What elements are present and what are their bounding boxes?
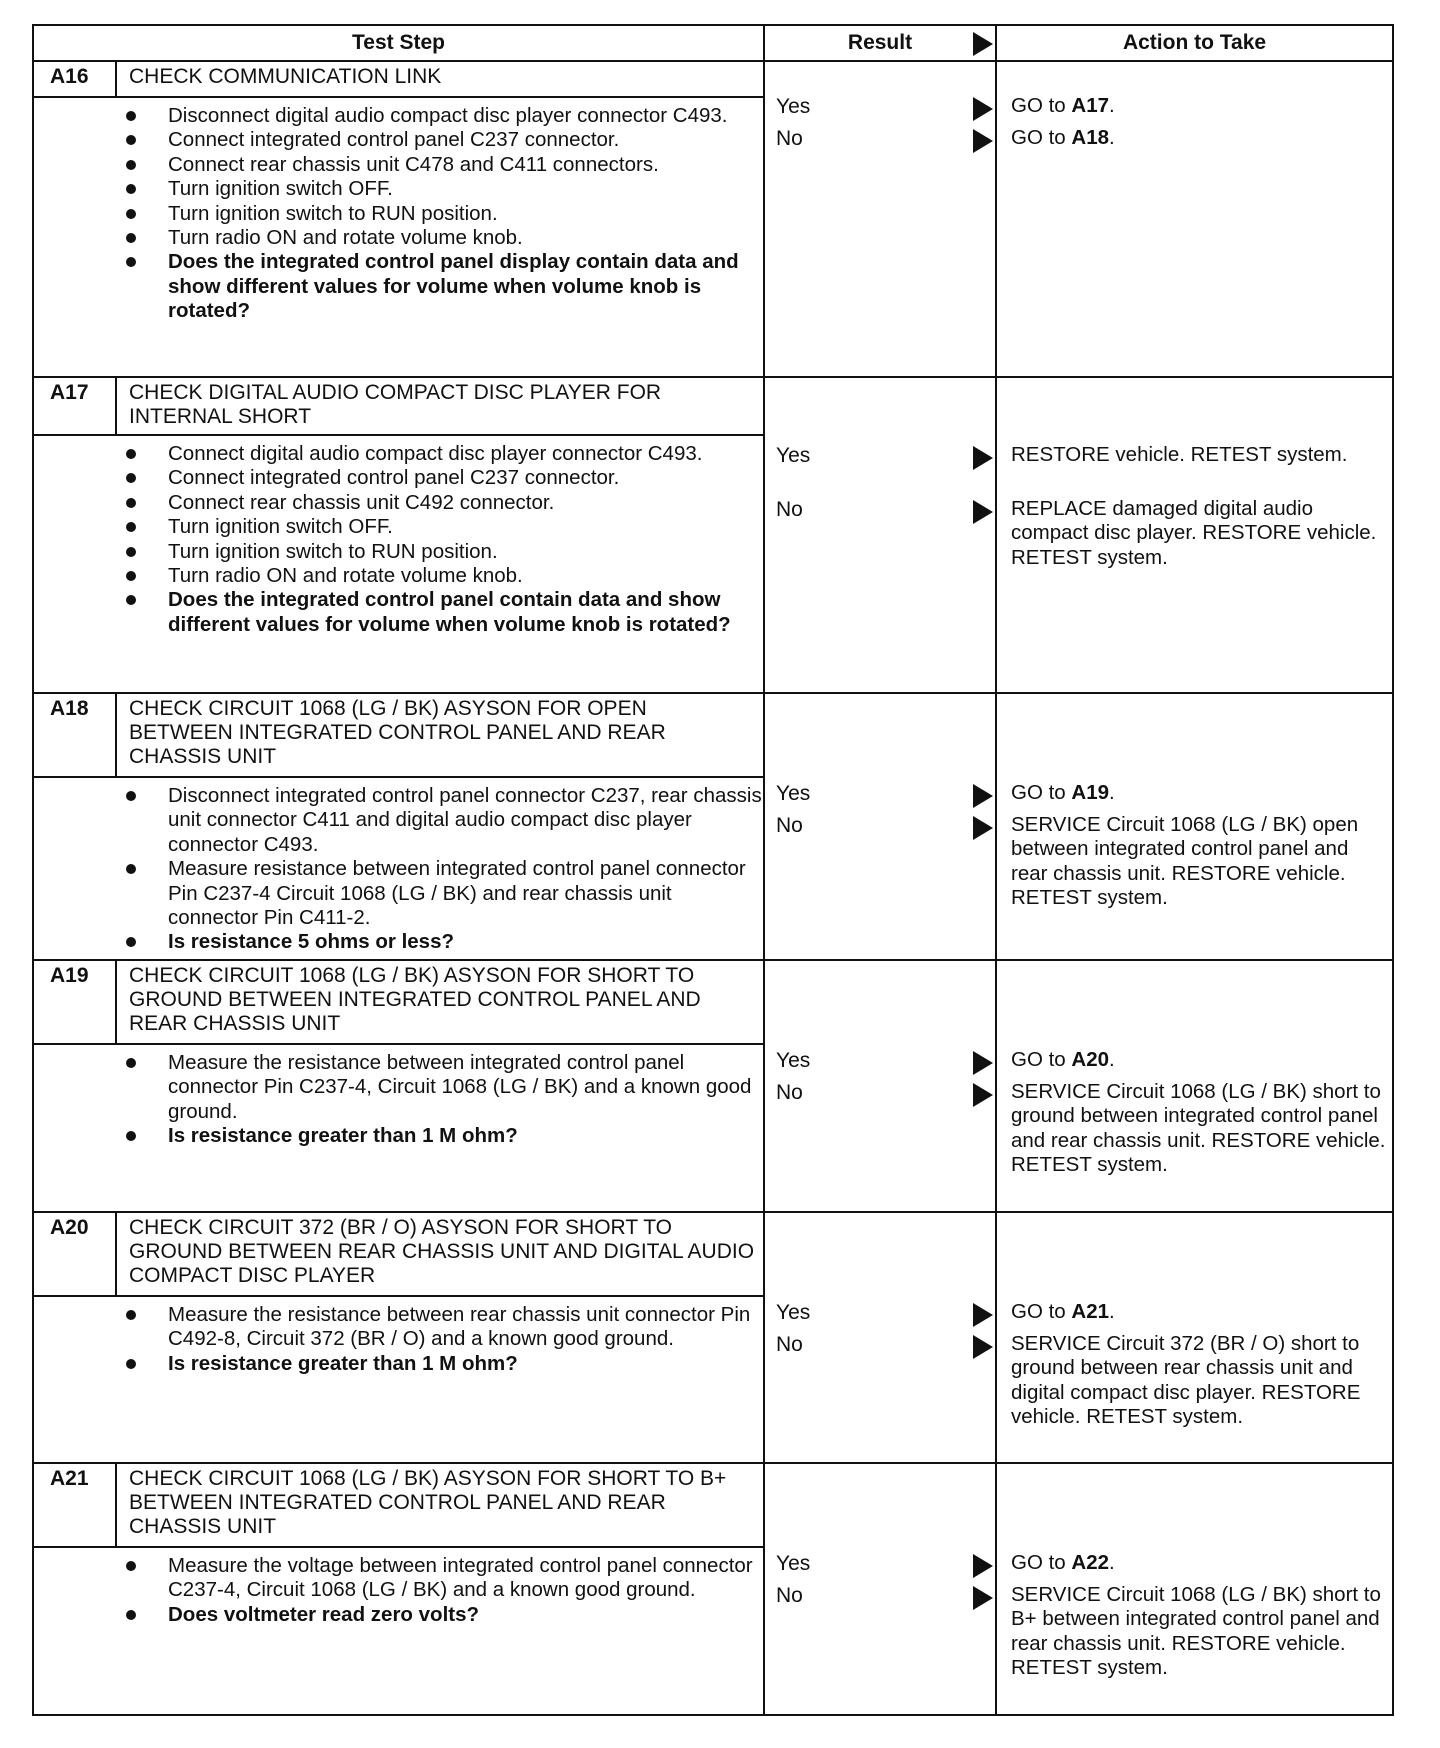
- action-yes-suffix: .: [1109, 1048, 1115, 1071]
- step-id: A19: [34, 961, 117, 1043]
- result-no-label: No: [776, 1081, 803, 1104]
- step-title: CHECK DIGITAL AUDIO COMPACT DISC PLAYER FOR INTERNAL SHORT: [129, 381, 662, 428]
- action-yes-text: GO to: [1011, 1048, 1072, 1071]
- action-cell: [997, 1464, 1392, 1714]
- action-yes-text: GO to: [1011, 1551, 1072, 1574]
- action-yes-text: RESTORE vehicle. RETEST system.: [1011, 443, 1348, 466]
- step-title: CHECK COMMUNICATION LINK: [129, 65, 442, 88]
- step-question: Does the integrated control panel display contain data and show different values for volume when volume knob is rotated?: [126, 250, 763, 323]
- instruction-item: Turn ignition switch to RUN position.: [126, 540, 763, 564]
- step-block-a20: [34, 1213, 1392, 1464]
- action-no-text: SERVICE Circuit 372 (BR / O) short to ground between rear chassis unit and digital compact disc player. RESTORE vehicle. RETEST system.: [1011, 1332, 1361, 1429]
- result-no-label: No: [776, 1333, 803, 1356]
- result-yes: [765, 1301, 995, 1327]
- action-yes: [1011, 781, 1388, 805]
- result-no-label: No: [776, 498, 803, 521]
- step-instructions: [34, 1045, 763, 1149]
- step-id: A18: [34, 694, 117, 776]
- action-cell: [997, 961, 1392, 1211]
- result-yes: [765, 95, 995, 121]
- result-header-cell: [765, 26, 997, 60]
- result-yes: [765, 1552, 995, 1578]
- instruction-item: Connect integrated control panel C237 connector.: [126, 128, 763, 152]
- test-step-cell: [34, 961, 765, 1211]
- step-title-row: [34, 961, 763, 1045]
- step-question: Does the integrated control panel contain data and show different values for volume when volume knob is rotated?: [126, 588, 763, 637]
- result-yes: [765, 1049, 995, 1075]
- step-title: CHECK CIRCUIT 1068 (LG / BK) ASYSON FOR SHORT TO GROUND BETWEEN INTEGRATED CONTROL PANEL AND REAR CHASSIS UNIT: [129, 964, 701, 1035]
- test-step-cell: [34, 1464, 765, 1714]
- step-id: A16: [34, 62, 117, 96]
- result-cell: [765, 961, 997, 1211]
- step-blocks: [34, 62, 1392, 1714]
- step-title-row: [34, 1464, 763, 1548]
- arrow-icon: [973, 97, 993, 121]
- instruction-item: Turn ignition switch OFF.: [126, 515, 763, 539]
- arrow-icon: [973, 129, 993, 153]
- arrow-icon: [973, 1051, 993, 1075]
- step-instructions: [34, 98, 763, 324]
- result-cell: [765, 694, 997, 959]
- result-cell: [765, 1213, 997, 1462]
- step-title: CHECK CIRCUIT 372 (BR / O) ASYSON FOR SHORT TO GROUND BETWEEN REAR CHASSIS UNIT AND DIGITAL AUDIO COMPACT DISC PLAYER: [129, 1216, 755, 1287]
- action-no-step-ref: A18: [1071, 126, 1109, 149]
- result-yes-label: Yes: [776, 1301, 811, 1324]
- result-header: Result: [847, 31, 913, 54]
- table-header: [34, 26, 1392, 62]
- instruction-item: Measure the voltage between integrated control panel connector C237-4, Circuit 1068 (LG / BK) and a known good ground.: [126, 1554, 763, 1603]
- step-title-row: [34, 1213, 763, 1297]
- step-question: Does voltmeter read zero volts?: [126, 1603, 763, 1627]
- action-yes: [1011, 1048, 1388, 1072]
- action-yes-step-ref: A20: [1071, 1048, 1109, 1071]
- arrow-icon: [973, 1303, 993, 1327]
- result-cell: [765, 378, 997, 692]
- instruction-item: Connect rear chassis unit C478 and C411 connectors.: [126, 153, 763, 177]
- result-yes-label: Yes: [776, 1049, 811, 1072]
- result-no-label: No: [776, 1584, 803, 1607]
- step-instructions: [34, 1548, 763, 1627]
- action-yes-step-ref: A17: [1071, 94, 1109, 117]
- action-yes-text: GO to: [1011, 781, 1072, 804]
- action-no-suffix: .: [1109, 126, 1115, 149]
- step-block-a21: [34, 1464, 1392, 1714]
- instruction-item: Turn ignition switch to RUN position.: [126, 202, 763, 226]
- action-yes: [1011, 94, 1388, 118]
- action-no: [1011, 813, 1388, 911]
- action-yes-suffix: .: [1109, 94, 1115, 117]
- test-step-header: Test Step: [34, 26, 765, 60]
- result-no: [765, 1081, 995, 1107]
- arrow-icon: [973, 1586, 993, 1610]
- diagnostic-table: [32, 24, 1394, 1716]
- test-step-cell: [34, 62, 765, 376]
- result-cell: [765, 62, 997, 376]
- step-instructions: [34, 778, 763, 955]
- result-no: [765, 1584, 995, 1610]
- instruction-item: Turn radio ON and rotate volume knob.: [126, 564, 763, 588]
- step-id: A17: [34, 378, 117, 434]
- action-no-text: SERVICE Circuit 1068 (LG / BK) short to B+ between integrated control panel and rear chassis unit. RESTORE vehicle. RETEST system.: [1011, 1583, 1381, 1680]
- step-title-row: [34, 378, 763, 436]
- arrow-icon: [973, 1554, 993, 1578]
- action-yes-suffix: .: [1109, 1551, 1115, 1574]
- action-no: [1011, 1080, 1388, 1178]
- action-yes-text: GO to: [1011, 94, 1072, 117]
- instruction-item: Disconnect integrated control panel connector C237, rear chassis unit connector C411 and digital audio compact disc player connector C493.: [126, 784, 763, 857]
- result-no-label: No: [776, 814, 803, 837]
- step-block-a19: [34, 961, 1392, 1213]
- action-yes: [1011, 1300, 1388, 1324]
- result-no-label: No: [776, 127, 803, 150]
- action-no-text: SERVICE Circuit 1068 (LG / BK) short to ground between integrated control panel and rear chassis unit. RESTORE vehicle. RETEST system.: [1011, 1080, 1386, 1177]
- step-title: CHECK CIRCUIT 1068 (LG / BK) ASYSON FOR SHORT TO B+ BETWEEN INTEGRATED CONTROL PANEL AND REAR CHASSIS UNIT: [129, 1467, 727, 1538]
- action-yes-step-ref: A22: [1071, 1551, 1109, 1574]
- test-step-cell: [34, 1213, 765, 1462]
- action-no: [1011, 497, 1388, 570]
- instruction-item: Turn radio ON and rotate volume knob.: [126, 226, 763, 250]
- instruction-item: Disconnect digital audio compact disc player connector C493.: [126, 104, 763, 128]
- action-no-text: REPLACE damaged digital audio compact disc player. RESTORE vehicle. RETEST system.: [1011, 497, 1377, 569]
- step-title: CHECK CIRCUIT 1068 (LG / BK) ASYSON FOR OPEN BETWEEN INTEGRATED CONTROL PANEL AND REAR CHASSIS UNIT: [129, 697, 666, 768]
- action-cell: [997, 1213, 1392, 1462]
- step-question: Is resistance 5 ohms or less?: [126, 930, 763, 954]
- result-no: [765, 1333, 995, 1359]
- action-yes-step-ref: A19: [1071, 781, 1109, 804]
- action-yes-text: GO to: [1011, 1300, 1072, 1323]
- step-block-a16: [34, 62, 1392, 378]
- action-cell: [997, 62, 1392, 376]
- action-yes-suffix: .: [1109, 781, 1115, 804]
- action-yes-step-ref: A21: [1071, 1300, 1109, 1323]
- test-step-cell: [34, 694, 765, 959]
- instruction-item: Connect digital audio compact disc player connector C493.: [126, 442, 763, 466]
- arrow-icon: [973, 1335, 993, 1359]
- result-yes-label: Yes: [776, 95, 811, 118]
- test-step-cell: [34, 378, 765, 692]
- result-no: [765, 127, 995, 153]
- result-yes-label: Yes: [776, 444, 811, 467]
- step-block-a17: [34, 378, 1392, 694]
- result-yes-label: Yes: [776, 1552, 811, 1575]
- result-yes: [765, 782, 995, 808]
- action-header: Action to Take: [1122, 31, 1267, 54]
- instruction-item: Connect integrated control panel C237 connector.: [126, 466, 763, 490]
- instruction-item: Connect rear chassis unit C492 connector.: [126, 491, 763, 515]
- action-no-text: SERVICE Circuit 1068 (LG / BK) open between integrated control panel and rear chassis unit. RESTORE vehicle. RETEST system.: [1011, 813, 1359, 910]
- step-id: A20: [34, 1213, 117, 1295]
- action-yes: [1011, 1551, 1388, 1575]
- arrow-icon: [973, 32, 993, 56]
- action-no: [1011, 1332, 1388, 1430]
- step-question: Is resistance greater than 1 M ohm?: [126, 1124, 763, 1148]
- step-title-row: [34, 694, 763, 778]
- arrow-icon: [973, 784, 993, 808]
- arrow-icon: [973, 816, 993, 840]
- result-yes-label: Yes: [776, 782, 811, 805]
- step-id: A21: [34, 1464, 117, 1546]
- result-cell: [765, 1464, 997, 1714]
- action-cell: [997, 378, 1392, 692]
- step-question: Is resistance greater than 1 M ohm?: [126, 1352, 763, 1376]
- arrow-icon: [973, 446, 993, 470]
- step-block-a18: [34, 694, 1392, 961]
- action-no: [1011, 126, 1388, 150]
- result-no: [765, 498, 995, 524]
- action-yes: [1011, 443, 1388, 467]
- action-no: [1011, 1583, 1388, 1681]
- arrow-icon: [973, 500, 993, 524]
- action-no-text: GO to: [1011, 126, 1072, 149]
- arrow-icon: [973, 1083, 993, 1107]
- action-cell: [997, 694, 1392, 959]
- step-title-row: [34, 62, 763, 98]
- action-yes-suffix: .: [1109, 1300, 1115, 1323]
- step-instructions: [34, 1297, 763, 1376]
- instruction-item: Measure the resistance between rear chassis unit connector Pin C492-8, Circuit 372 (BR / O) and a known good ground.: [126, 1303, 763, 1352]
- result-yes: [765, 444, 995, 470]
- instruction-item: Measure the resistance between integrated control panel connector Pin C237-4, Circuit 1068 (LG / BK) and a known good ground.: [126, 1051, 763, 1124]
- step-instructions: [34, 436, 763, 637]
- instruction-item: Measure resistance between integrated control panel connector Pin C237-4 Circuit 1068 (LG / BK) and rear chassis unit connector Pin C411-2.: [126, 857, 763, 930]
- result-no: [765, 814, 995, 840]
- instruction-item: Turn ignition switch OFF.: [126, 177, 763, 201]
